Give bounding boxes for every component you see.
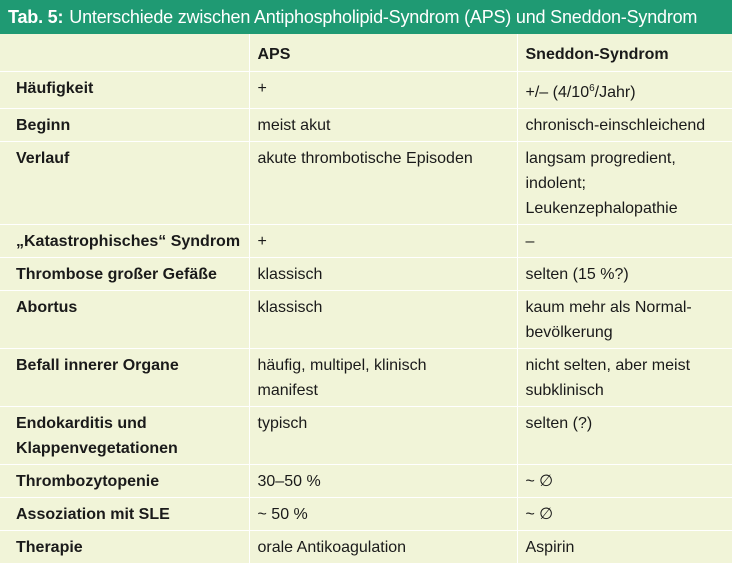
row-label <box>0 407 249 465</box>
sneddon-cell <box>517 291 732 349</box>
sneddon-cell: selten (15 %?) <box>517 258 732 291</box>
aps-cell: + <box>249 72 517 109</box>
row-label: Thrombozytopenie <box>0 465 249 498</box>
table-row <box>0 109 732 142</box>
aps-cell <box>249 349 517 407</box>
table-row <box>0 531 732 564</box>
header-row <box>0 34 732 72</box>
line: Leukenzephalopathie <box>525 200 678 217</box>
header-cell-aps: APS <box>249 34 517 72</box>
table-title: Unterschiede zwischen Antiphospholipid-Syndrom (APS) und Sneddon-Syndrom <box>69 6 698 27</box>
line: bevölkerung <box>525 324 613 341</box>
sneddon-cell <box>517 72 732 109</box>
aps-cell: 30–50 % <box>249 465 517 498</box>
table-row <box>0 291 732 349</box>
aps-cell: klassisch <box>249 291 517 349</box>
row-label: Abortus <box>0 291 249 349</box>
comparison-table <box>0 34 732 564</box>
sneddon-cell: ~ ∅ <box>517 465 732 498</box>
table-row <box>0 349 732 407</box>
line: kaum mehr als Normal- <box>525 299 692 316</box>
sneddon-cell: chronisch-einschleichend <box>517 109 732 142</box>
sneddon-cell: selten (?) <box>517 407 732 465</box>
line: langsam progredient, <box>525 150 676 167</box>
aps-cell: klassisch <box>249 258 517 291</box>
line: manifest <box>257 382 318 399</box>
table-row <box>0 407 732 465</box>
row-label: Verlauf <box>0 142 249 225</box>
row-label: Therapie <box>0 531 249 564</box>
sneddon-text: /Jahr) <box>594 84 636 101</box>
row-label: Thrombose großer Gefäße <box>0 258 249 291</box>
sneddon-cell: ~ ∅ <box>517 498 732 531</box>
table-row <box>0 72 732 109</box>
sneddon-text: +/– (4/10 <box>525 84 590 101</box>
line: Klappenvegetationen <box>16 440 178 457</box>
table-row <box>0 225 732 258</box>
aps-cell: akute thrombotische Episoden <box>249 142 517 225</box>
row-label: Beginn <box>0 109 249 142</box>
row-label: Häufigkeit <box>0 72 249 109</box>
sneddon-cell: – <box>517 225 732 258</box>
table-row <box>0 498 732 531</box>
aps-cell: orale Antikoagulation <box>249 531 517 564</box>
line: Endokarditis und <box>16 415 147 432</box>
row-label: „Katastrophisches“ Syndrom <box>0 225 249 258</box>
aps-cell: + <box>249 225 517 258</box>
aps-cell: typisch <box>249 407 517 465</box>
table-title-bar <box>0 0 732 34</box>
line: nicht selten, aber meist <box>525 357 691 374</box>
table-row <box>0 258 732 291</box>
table-row <box>0 142 732 225</box>
row-label: Befall innerer Organe <box>0 349 249 407</box>
header-cell-empty <box>0 34 249 72</box>
sneddon-cell <box>517 142 732 225</box>
superscript: 6 <box>589 83 595 94</box>
table-number: Tab. 5: <box>8 6 64 27</box>
table-row <box>0 465 732 498</box>
sneddon-cell: Aspirin <box>517 531 732 564</box>
line: subklinisch <box>525 382 604 399</box>
header-cell-sneddon: Sneddon-Syndrom <box>517 34 732 72</box>
line: häufig, multipel, klinisch <box>257 357 427 374</box>
row-label: Assoziation mit SLE <box>0 498 249 531</box>
sneddon-cell <box>517 349 732 407</box>
aps-cell: meist akut <box>249 109 517 142</box>
line: indolent; <box>525 175 586 192</box>
aps-cell: ~ 50 % <box>249 498 517 531</box>
